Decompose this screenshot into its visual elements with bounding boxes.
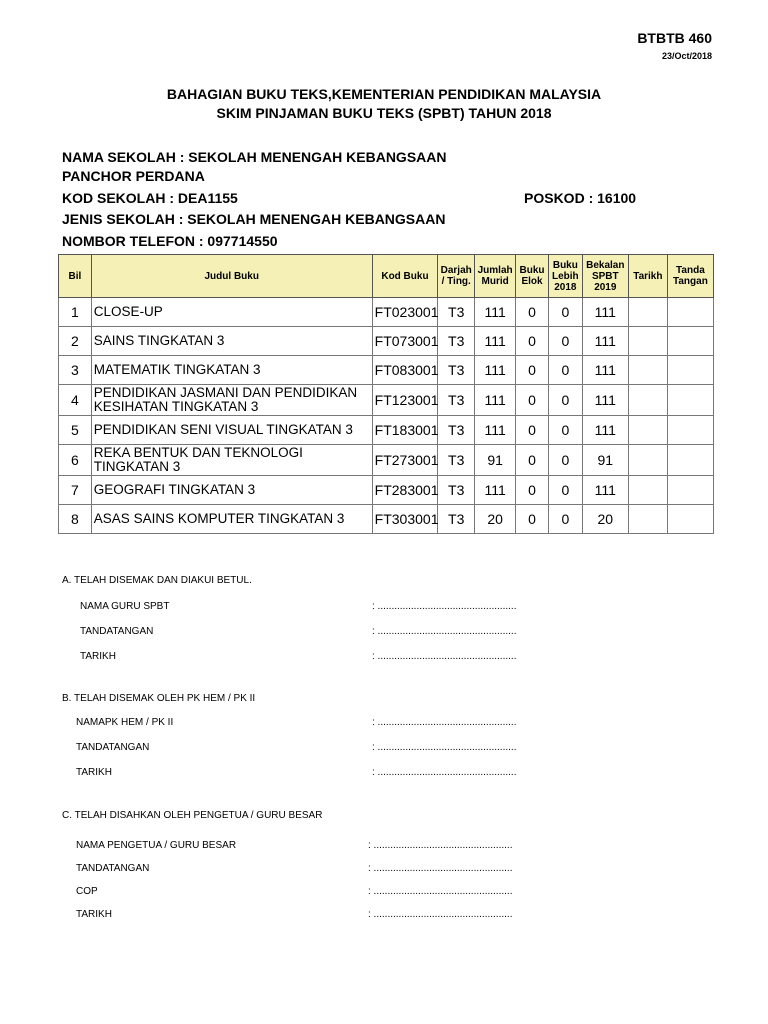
cell-ting: T3 — [438, 327, 475, 356]
title-line-2: SKIM PINJAMAN BUKU TEKS (SPBT) TAHUN 2018 — [216, 105, 552, 121]
header-bil: Bil — [59, 255, 92, 298]
table-row — [59, 505, 714, 534]
school-name-line-2: PANCHOR PERDANA — [62, 168, 205, 184]
cell-elok: 0 — [516, 505, 549, 534]
cell-elok: 0 — [516, 445, 549, 476]
cell-tanda — [667, 356, 713, 385]
cell-bekalan: 111 — [582, 476, 628, 505]
cell-lebih: 0 — [548, 476, 582, 505]
cell-tarikh — [628, 505, 667, 534]
table-row — [59, 445, 714, 476]
document-code: BTBTB 460 — [637, 30, 712, 46]
cell-lebih: 0 — [548, 416, 582, 445]
cell-tanda — [667, 327, 713, 356]
cell-judul: CLOSE-UP — [91, 298, 372, 327]
cell-kod: FT083001 — [372, 356, 438, 385]
section-b-signature-line[interactable]: : .................................................. — [372, 742, 517, 753]
cell-judul: REKA BENTUK DAN TEKNOLOGI TINGKATAN 3 — [91, 445, 372, 476]
cell-tanda — [667, 445, 713, 476]
section-a-heading: A. TELAH DISEMAK DAN DIAKUI BETUL. — [62, 575, 252, 586]
table-row — [59, 327, 714, 356]
cell-bil: 6 — [59, 445, 92, 476]
section-a-signature-line[interactable]: : .................................................. — [372, 626, 517, 637]
cell-ting: T3 — [438, 298, 475, 327]
cell-jumlah: 111 — [475, 298, 516, 327]
cell-judul: PENDIDIKAN JASMANI DAN PENDIDIKAN KESIHATAN TINGKATAN 3 — [91, 385, 372, 416]
cell-kod: FT273001 — [372, 445, 438, 476]
cell-bekalan: 111 — [582, 327, 628, 356]
cell-kod: FT183001 — [372, 416, 438, 445]
section-c-heading: C. TELAH DISAHKAN OLEH PENGETUA / GURU BESAR — [62, 810, 323, 821]
cell-elok: 0 — [516, 298, 549, 327]
section-c-field-label: COP — [76, 886, 98, 897]
cell-bil: 4 — [59, 385, 92, 416]
cell-jumlah: 20 — [475, 505, 516, 534]
header-bekalan: Bekalan SPBT 2019 — [582, 255, 628, 298]
cell-bil: 3 — [59, 356, 92, 385]
cell-ting: T3 — [438, 476, 475, 505]
cell-jumlah: 111 — [475, 476, 516, 505]
cell-elok: 0 — [516, 327, 549, 356]
cell-tanda — [667, 416, 713, 445]
header-tanda: Tanda Tangan — [667, 255, 713, 298]
cell-lebih: 0 — [548, 385, 582, 416]
section-b-signature-line[interactable]: : .................................................. — [372, 717, 517, 728]
table-row — [59, 298, 714, 327]
cell-jumlah: 91 — [475, 445, 516, 476]
section-c-signature-line[interactable]: : .................................................. — [368, 886, 513, 897]
cell-lebih: 0 — [548, 505, 582, 534]
school-type: JENIS SEKOLAH : SEKOLAH MENENGAH KEBANGSAAN — [62, 211, 446, 227]
cell-judul: GEOGRAFI TINGKATAN 3 — [91, 476, 372, 505]
school-phone: NOMBOR TELEFON : 097714550 — [62, 233, 278, 249]
table-row — [59, 416, 714, 445]
school-code: KOD SEKOLAH : DEA1155 — [62, 190, 238, 206]
cell-ting: T3 — [438, 356, 475, 385]
table-header-row — [59, 255, 714, 298]
title-line-1: BAHAGIAN BUKU TEKS,KEMENTERIAN PENDIDIKAN MALAYSIA — [166, 86, 602, 102]
section-b-signature-line[interactable]: : .................................................. — [372, 767, 517, 778]
cell-kod: FT023001 — [372, 298, 438, 327]
cell-elok: 0 — [516, 476, 549, 505]
section-c-signature-line[interactable]: : .................................................. — [368, 909, 513, 920]
table-row — [59, 385, 714, 416]
school-name-line-1: NAMA SEKOLAH : SEKOLAH MENENGAH KEBANGSAAN — [62, 149, 447, 165]
cell-tanda — [667, 385, 713, 416]
cell-bil: 7 — [59, 476, 92, 505]
cell-tarikh — [628, 385, 667, 416]
table-row — [59, 356, 714, 385]
cell-kod: FT123001 — [372, 385, 438, 416]
cell-jumlah: 111 — [475, 327, 516, 356]
section-b-field-label: TANDATANGAN — [76, 742, 150, 753]
cell-tarikh — [628, 416, 667, 445]
cell-judul: SAINS TINGKATAN 3 — [91, 327, 372, 356]
section-b-field-label: NAMAPK HEM / PK II — [76, 717, 174, 728]
cell-elok: 0 — [516, 385, 549, 416]
section-b-heading: B. TELAH DISEMAK OLEH PK HEM / PK II — [62, 693, 256, 704]
cell-kod: FT303001 — [372, 505, 438, 534]
school-poskod: POSKOD : 16100 — [524, 190, 637, 206]
cell-lebih: 0 — [548, 327, 582, 356]
cell-lebih: 0 — [548, 298, 582, 327]
section-c-signature-line[interactable]: : .................................................. — [368, 840, 513, 851]
cell-ting: T3 — [438, 385, 475, 416]
cell-bekalan: 20 — [582, 505, 628, 534]
cell-ting: T3 — [438, 416, 475, 445]
cell-judul: PENDIDIKAN SENI VISUAL TINGKATAN 3 — [91, 416, 372, 445]
section-c-field-label: TARIKH — [76, 909, 112, 920]
header-darjah: Darjah / Ting. — [438, 255, 475, 298]
header-judul: Judul Buku — [91, 255, 372, 298]
cell-tarikh — [628, 476, 667, 505]
cell-bekalan: 111 — [582, 356, 628, 385]
cell-bekalan: 91 — [582, 445, 628, 476]
cell-jumlah: 111 — [475, 416, 516, 445]
section-a-signature-line[interactable]: : .................................................. — [372, 651, 517, 662]
section-a-field-label: TANDATANGAN — [80, 626, 154, 637]
header-jumlah: Jumlah Murid — [475, 255, 516, 298]
section-a-field-label: NAMA GURU SPBT — [80, 601, 170, 612]
book-table — [58, 254, 714, 534]
cell-ting: T3 — [438, 445, 475, 476]
table-row — [59, 476, 714, 505]
cell-lebih: 0 — [548, 445, 582, 476]
cell-bekalan: 111 — [582, 416, 628, 445]
cell-bil: 1 — [59, 298, 92, 327]
cell-lebih: 0 — [548, 356, 582, 385]
header-lebih: Buku Lebih 2018 — [548, 255, 582, 298]
cell-jumlah: 111 — [475, 385, 516, 416]
section-c-field-label: NAMA PENGETUA / GURU BESAR — [76, 840, 237, 851]
cell-tarikh — [628, 445, 667, 476]
section-a-signature-line[interactable]: : .................................................. — [372, 601, 517, 612]
cell-bil: 8 — [59, 505, 92, 534]
header-tarikh: Tarikh — [628, 255, 667, 298]
cell-bil: 5 — [59, 416, 92, 445]
section-b-field-label: TARIKH — [76, 767, 112, 778]
section-c-signature-line[interactable]: : .................................................. — [368, 863, 513, 874]
cell-ting: T3 — [438, 505, 475, 534]
cell-tanda — [667, 476, 713, 505]
section-c-field-label: TANDATANGAN — [76, 863, 150, 874]
cell-elok: 0 — [516, 356, 549, 385]
cell-jumlah: 111 — [475, 356, 516, 385]
cell-tanda — [667, 298, 713, 327]
cell-bekalan: 111 — [582, 385, 628, 416]
cell-bekalan: 111 — [582, 298, 628, 327]
cell-tarikh — [628, 356, 667, 385]
cell-bil: 2 — [59, 327, 92, 356]
cell-kod: FT283001 — [372, 476, 438, 505]
document-date: 23/Oct/2018 — [661, 51, 712, 61]
cell-tanda — [667, 505, 713, 534]
cell-tarikh — [628, 327, 667, 356]
header-kod: Kod Buku — [372, 255, 438, 298]
cell-judul: MATEMATIK TINGKATAN 3 — [91, 356, 372, 385]
cell-judul: ASAS SAINS KOMPUTER TINGKATAN 3 — [91, 505, 372, 534]
header-elok: Buku Elok — [516, 255, 549, 298]
cell-tarikh — [628, 298, 667, 327]
section-a-field-label: TARIKH — [80, 651, 116, 662]
cell-elok: 0 — [516, 416, 549, 445]
cell-kod: FT073001 — [372, 327, 438, 356]
